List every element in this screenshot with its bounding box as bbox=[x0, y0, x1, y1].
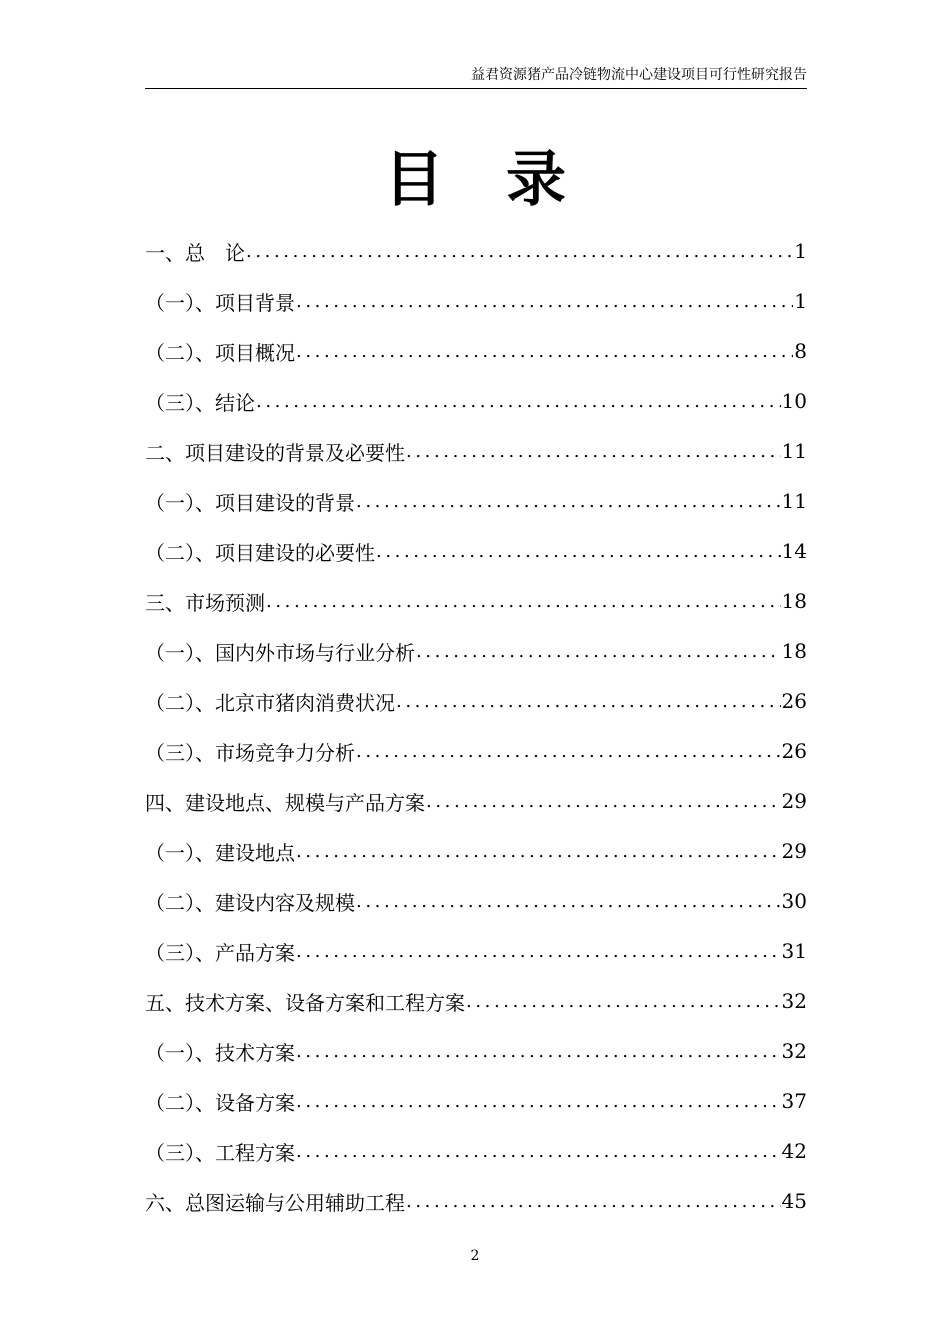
toc-entry-label: （三）、市场竞争力分析 bbox=[145, 740, 355, 765]
toc-dot-leader bbox=[296, 1141, 781, 1162]
toc-dot-leader bbox=[356, 891, 781, 912]
toc-entry-page: 1 bbox=[794, 289, 807, 313]
toc-entry-label: 三、市场预测 bbox=[145, 590, 265, 615]
toc-entry-label: （一）、技术方案 bbox=[145, 1040, 295, 1065]
toc-entry-label: （二）、北京市猪肉消费状况 bbox=[145, 690, 395, 715]
toc-entry[interactable] bbox=[145, 726, 807, 776]
toc-entry-label: （三）、工程方案 bbox=[145, 1140, 295, 1165]
toc-entry-label: （三）、产品方案 bbox=[145, 940, 295, 965]
toc-entry[interactable] bbox=[145, 876, 807, 926]
toc-dot-leader bbox=[266, 591, 781, 612]
toc-entry[interactable] bbox=[145, 576, 807, 626]
toc-entry-page: 45 bbox=[781, 1189, 807, 1213]
toc-entry-page: 26 bbox=[781, 739, 807, 763]
toc-dot-leader bbox=[256, 391, 781, 412]
toc-entry-page: 29 bbox=[781, 839, 807, 863]
toc-entry-page: 11 bbox=[781, 439, 807, 463]
toc-dot-leader bbox=[296, 1091, 781, 1112]
toc-entry-page: 1 bbox=[794, 239, 807, 263]
toc-entry[interactable] bbox=[145, 676, 807, 726]
toc-entry-page: 42 bbox=[781, 1139, 807, 1163]
toc-entry[interactable] bbox=[145, 276, 807, 326]
toc-entry[interactable] bbox=[145, 526, 807, 576]
toc-entry-page: 29 bbox=[781, 789, 807, 813]
toc-dot-leader bbox=[426, 791, 781, 812]
toc-dot-leader bbox=[406, 441, 781, 462]
toc-dot-leader bbox=[296, 341, 793, 362]
toc-entry[interactable] bbox=[145, 1026, 807, 1076]
toc-entry-label: （二）、建设内容及规模 bbox=[145, 890, 355, 915]
toc-dot-leader bbox=[416, 641, 781, 662]
toc-entry[interactable] bbox=[145, 326, 807, 376]
toc-dot-leader bbox=[296, 941, 781, 962]
toc-dot-leader bbox=[376, 541, 781, 562]
toc-entry[interactable] bbox=[145, 626, 807, 676]
toc-entry-page: 32 bbox=[781, 989, 807, 1013]
toc-dot-leader bbox=[356, 491, 781, 512]
page-number: 2 bbox=[470, 1248, 480, 1264]
toc-entry-page: 30 bbox=[781, 889, 807, 913]
toc-entry[interactable] bbox=[145, 376, 807, 426]
toc-entry-label: 一、总 论 bbox=[145, 240, 245, 265]
toc-dot-leader bbox=[466, 991, 781, 1012]
toc-entry[interactable] bbox=[145, 1126, 807, 1176]
toc-entry-page: 10 bbox=[781, 389, 807, 413]
toc-dot-leader bbox=[406, 1191, 781, 1212]
toc-entry-label: （一）、国内外市场与行业分析 bbox=[145, 640, 415, 665]
toc-entry-label: 二、项目建设的背景及必要性 bbox=[145, 440, 405, 465]
page-title: 目录 bbox=[384, 145, 628, 215]
toc-dot-leader bbox=[296, 291, 793, 312]
toc-entry[interactable] bbox=[145, 976, 807, 1026]
toc-entry[interactable] bbox=[145, 226, 807, 276]
toc-entry-label: （三）、结论 bbox=[145, 390, 255, 415]
toc-entry-page: 26 bbox=[781, 689, 807, 713]
toc-entry[interactable] bbox=[145, 1176, 807, 1226]
toc-entry[interactable] bbox=[145, 476, 807, 526]
toc-entry-page: 32 bbox=[781, 1039, 807, 1063]
toc-entry-label: 六、总图运输与公用辅助工程 bbox=[145, 1190, 405, 1215]
toc-entry[interactable] bbox=[145, 926, 807, 976]
running-header: 益君资源猪产品冷链物流中心建设项目可行性研究报告 bbox=[145, 66, 807, 89]
toc-entry-page: 18 bbox=[781, 639, 807, 663]
toc-dot-leader bbox=[356, 741, 781, 762]
toc-entry-page: 14 bbox=[781, 539, 807, 563]
toc-entry[interactable] bbox=[145, 776, 807, 826]
toc-entry-label: （一）、建设地点 bbox=[145, 840, 295, 865]
toc-entry-label: （二）、项目概况 bbox=[145, 340, 295, 365]
toc-entry-page: 31 bbox=[781, 939, 807, 963]
toc-entry-page: 11 bbox=[781, 489, 807, 513]
toc-entry-label: （二）、项目建设的必要性 bbox=[145, 540, 375, 565]
table-of-contents bbox=[145, 226, 807, 1226]
toc-dot-leader bbox=[396, 691, 781, 712]
toc-dot-leader bbox=[296, 841, 781, 862]
toc-entry-label: 四、建设地点、规模与产品方案 bbox=[145, 790, 425, 815]
toc-entry-label: 五、技术方案、设备方案和工程方案 bbox=[145, 990, 465, 1015]
toc-entry-label: （一）、项目背景 bbox=[145, 290, 295, 315]
toc-entry-page: 8 bbox=[794, 339, 807, 363]
toc-entry[interactable] bbox=[145, 826, 807, 876]
toc-entry[interactable] bbox=[145, 1076, 807, 1126]
toc-dot-leader bbox=[246, 241, 793, 262]
toc-dot-leader bbox=[296, 1041, 781, 1062]
toc-entry-label: （二）、设备方案 bbox=[145, 1090, 295, 1115]
toc-entry-page: 18 bbox=[781, 589, 807, 613]
toc-entry-page: 37 bbox=[781, 1089, 807, 1113]
toc-entry-label: （一）、项目建设的背景 bbox=[145, 490, 355, 515]
toc-entry[interactable] bbox=[145, 426, 807, 476]
